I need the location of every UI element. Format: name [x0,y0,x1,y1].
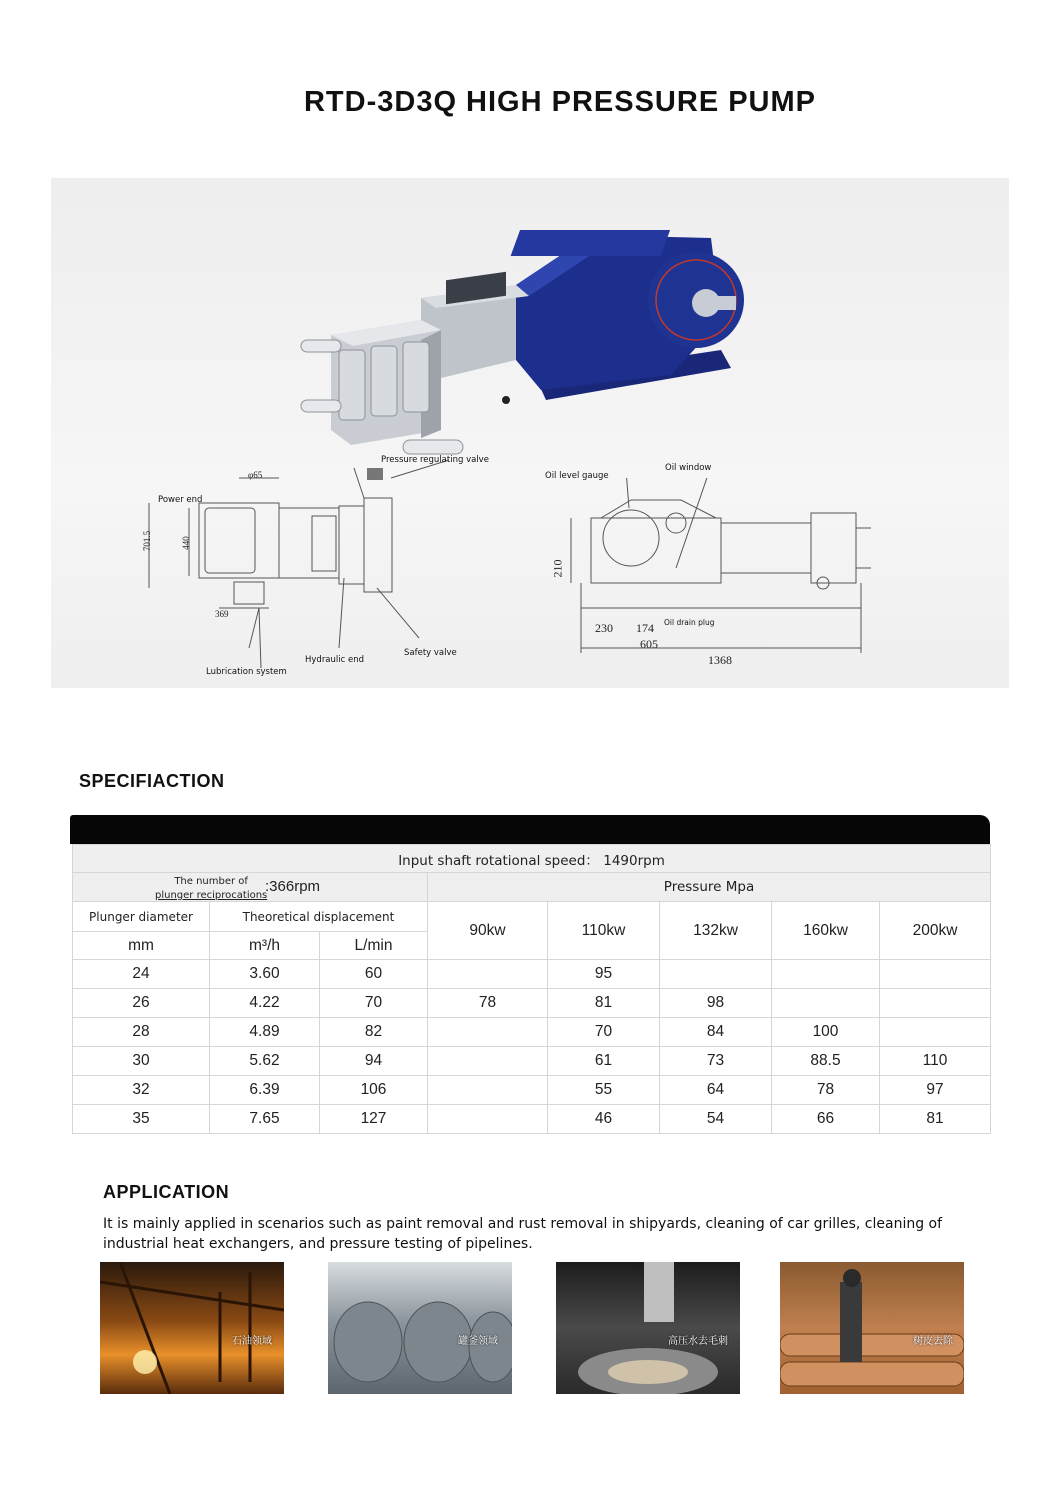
spec-cell: 66 [772,1105,880,1134]
spec-cell: 81 [880,1105,991,1134]
theoretical-displacement-header: Theoretical displacement [210,902,428,932]
spec-cell: 4.22 [210,989,320,1018]
oil-platform-icon [100,1262,284,1394]
spec-cell: 64 [660,1076,772,1105]
spec-cell: 97 [880,1076,991,1105]
photo-bark-removal [780,1262,964,1394]
spec-cell: 30 [73,1047,210,1076]
spec-row [73,1018,991,1047]
plunger-diameter-header: Plunger diameter [73,902,210,932]
spec-row [73,989,991,1018]
photo-caption: 树皮去除 [913,1336,953,1347]
label-oil-drain-plug: Oil drain plug [664,618,715,627]
logs-icon [780,1262,964,1394]
label-lubrication-system: Lubrication system [206,667,287,677]
photo-oil-field [100,1262,284,1394]
recip-value: :366rpm [265,878,321,895]
spec-cell: 94 [320,1047,428,1076]
spec-cell: 5.62 [210,1047,320,1076]
pump-render-image [291,200,771,462]
spec-table [72,844,991,1134]
power-200: 200kw [880,902,991,960]
spec-cell [428,960,548,989]
power-90: 90kw [428,902,548,960]
spec-cell: 78 [772,1076,880,1105]
pressure-label: Pressure Mpa [428,873,991,902]
label-oil-level-gauge: Oil level gauge [545,471,609,481]
spec-row [73,1047,991,1076]
water-jet-icon [556,1262,740,1394]
spec-cell: 95 [548,960,660,989]
photo-deburring [556,1262,740,1394]
spec-cell: 106 [320,1076,428,1105]
dim-701-5: 701.5 [142,530,153,552]
spec-header-row [73,902,991,932]
spec-cell: 70 [320,989,428,1018]
label-safety-valve: Safety valve [404,648,457,658]
spec-cell [660,960,772,989]
application-text: It is mainly applied in scenarios such as paint removal and rust removal in shipyards, cleaning of car grilles, cleaning of industrial heat exchangers, and pressure testing of pipelines. [103,1216,943,1252]
spec-cell: 127 [320,1105,428,1134]
photo-caption: 罐釜领域 [458,1336,498,1347]
label-oil-window: Oil window [665,463,712,473]
spec-cell: 98 [660,989,772,1018]
spec-cell: 24 [73,960,210,989]
spec-cell: 78 [428,989,548,1018]
dim-605: 605 [640,637,658,651]
spec-cell: 6.39 [210,1076,320,1105]
recip-label-line2: plunger reciprocations [155,890,268,901]
pump-illustration [51,178,1009,688]
photo-caption: 石油领域 [232,1336,272,1347]
spec-cell: 110 [880,1047,991,1076]
unit-m3h: m³/h [210,932,320,960]
spec-cell: 3.60 [210,960,320,989]
side-view-drawing [551,478,931,678]
application-heading: APPLICATION [103,1182,230,1202]
input-speed: Input shaft rotational speed： 1490rpm [73,845,991,873]
spec-cell [880,989,991,1018]
spec-cell [880,960,991,989]
unit-lmin: L/min [320,932,428,960]
dim-440: 440 [180,536,191,550]
spec-cell: 32 [73,1076,210,1105]
spec-cell: 82 [320,1018,428,1047]
spec-cell: 70 [548,1018,660,1047]
spec-cell: 84 [660,1018,772,1047]
spec-cell: 4.89 [210,1018,320,1047]
label-hydraulic-end: Hydraulic end [305,655,365,665]
photo-caption: 高压水去毛刺 [668,1336,728,1347]
spec-heading: SPECIFIACTION [79,771,225,791]
spec-speed-row [73,845,991,873]
recip-cell [73,873,428,902]
power-132: 132kw [660,902,772,960]
spec-cell: 88.5 [772,1047,880,1076]
spec-cell [772,960,880,989]
spec-cell: 35 [73,1105,210,1134]
spec-cell: 55 [548,1076,660,1105]
spec-cell: 46 [548,1105,660,1134]
spec-row [73,1105,991,1134]
spec-row [73,1076,991,1105]
dim-230: 230 [595,621,613,635]
power-160: 160kw [772,902,880,960]
spec-cell: 54 [660,1105,772,1134]
spec-cell [880,1018,991,1047]
spec-cell: 81 [548,989,660,1018]
spec-row [73,960,991,989]
tanks-icon [328,1262,512,1394]
spec-cell [428,1047,548,1076]
dim-1368: 1368 [708,653,732,667]
spec-cell [428,1076,548,1105]
label-power-end: Power end [158,495,203,505]
spec-cell: 61 [548,1047,660,1076]
spec-cell: 7.65 [210,1105,320,1134]
spec-cell [428,1105,548,1134]
power-110: 110kw [548,902,660,960]
spec-cell: 73 [660,1047,772,1076]
spec-recip-row [73,873,991,902]
photo-tank-kettle [328,1262,512,1394]
dim-174: 174 [636,621,654,635]
recip-label-line1: The number of [174,876,248,887]
spec-header-bar [70,815,990,844]
spec-cell [428,1018,548,1047]
top-view-drawing [129,448,474,678]
label-pressure-regulating-valve: Pressure regulating valve [381,455,489,465]
spec-cell [772,989,880,1018]
dim-369: 369 [215,609,229,619]
dim-phi65: φ65 [248,470,263,480]
spec-cell: 26 [73,989,210,1018]
dim-210: 210 [550,559,565,578]
page-title: RTD-3D3Q HIGH PRESSURE PUMP [303,86,816,118]
spec-cell: 100 [772,1018,880,1047]
spec-cell: 60 [320,960,428,989]
unit-mm: mm [73,932,210,960]
spec-cell: 28 [73,1018,210,1047]
